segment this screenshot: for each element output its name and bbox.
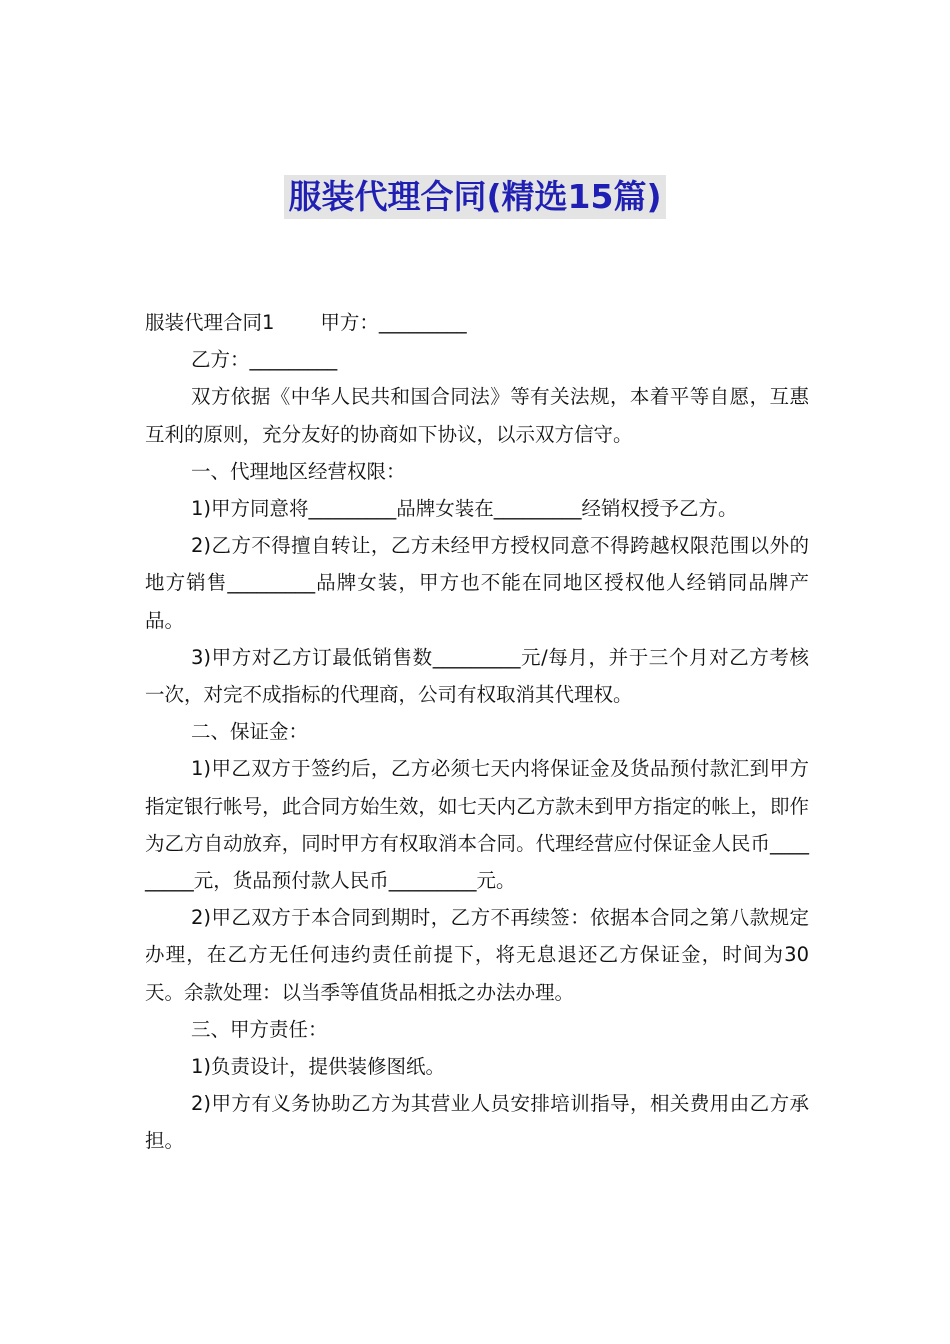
clause-1-3: 3)甲方对乙方订最低销售数_________元/每月，并于三个月对乙方考核一次，对完不成指标的代理商，公司有权取消其代理权。	[145, 645, 809, 707]
preamble-paragraph: 双方依据《中华人民共和国合同法》等有关法规，本着平等自愿，互惠互利的原则，充分友好的协商如下协议，以示双方信守。	[145, 385, 809, 446]
document-title-wrap	[0, 175, 950, 219]
clause-2-2: 2)甲乙双方于本合同到期时，乙方不再续签：依据本合同之第八款规定办理，在乙方无任何违约责任前提下，将无息退还乙方保证金，时间为30天。余款处理：以当季等值货品相抵之办法办理。	[145, 906, 809, 1004]
clause-1-1: 1)甲方同意将_________品牌女装在_________经销权授予乙方。	[191, 497, 738, 521]
section-heading-3: 三、甲方责任：	[191, 1017, 328, 1041]
clause-3-2: 2)甲方有义务协助乙方为其营业人员安排培训指导，相关费用由乙方承担。	[145, 1092, 809, 1153]
party-b-line: 乙方：_________	[191, 348, 338, 372]
section-heading-1: 一、代理地区经营权限：	[191, 459, 406, 483]
contract-label: 服装代理合同1	[145, 311, 275, 334]
document-body	[145, 304, 809, 1160]
clause-3-1: 1)负责设计，提供装修图纸。	[191, 1055, 446, 1079]
party-a-line: 甲方：_________	[320, 311, 467, 334]
section-heading-2: 二、保证金：	[191, 720, 309, 744]
contract-heading-line	[145, 304, 809, 341]
clause-1-2: 2)乙方不得擅自转让，乙方未经甲方授权同意不得跨越权限范围以外的地方销售_________品牌女装，甲方也不能在同地区授权他人经销同品牌产品。	[145, 534, 809, 632]
clause-2-1: 1)甲乙双方于签约后，乙方必须七天内将保证金及货品预付款汇到甲方指定银行帐号，此合同方始生效，如七天内乙方款未到甲方指定的帐上，即作为乙方自动放弃，同时甲方有权取消本合同。代理经营应付保证金人民币_________元，货品预付款人民币_________元。	[145, 757, 809, 893]
document-title: 服装代理合同(精选15篇)	[284, 175, 665, 219]
